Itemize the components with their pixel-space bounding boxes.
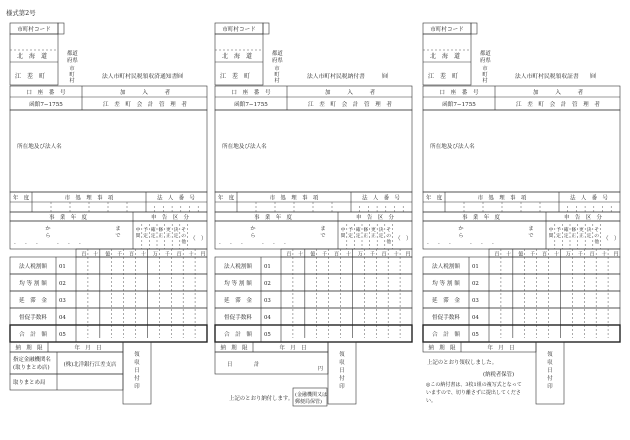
receipt-stamp-label: 領 bbox=[134, 352, 140, 358]
from-label: か bbox=[250, 226, 256, 232]
form-title: 法人市町村民税納付書 bbox=[307, 74, 365, 80]
office-item-label: 市 処 理 事 項 bbox=[477, 195, 527, 202]
paren-open: （ bbox=[603, 236, 609, 242]
digit-label: 十 bbox=[393, 251, 399, 258]
date-mark: ． bbox=[492, 239, 499, 246]
digit-label: 十 bbox=[601, 251, 607, 258]
row-code: 05 bbox=[472, 332, 479, 338]
declaration-kind: 正 bbox=[578, 234, 584, 239]
corporate-number-label: 法 人 番 号 bbox=[570, 195, 608, 202]
declaration-kind: 修 bbox=[571, 228, 577, 233]
row-code: 03 bbox=[264, 298, 271, 304]
declaration-kind: 決 bbox=[586, 228, 592, 233]
city-code-cell bbox=[58, 23, 64, 34]
bank-keep-note-line: (金融機関又は bbox=[295, 392, 327, 398]
city-code-label: 市町村コード bbox=[430, 27, 464, 33]
account-number-label: 口 座 番 号 bbox=[439, 90, 479, 96]
receipt-stamp-label: 日 bbox=[339, 368, 345, 374]
declaration-kind: 定 bbox=[348, 234, 354, 239]
declaration-kind: 正 bbox=[158, 234, 164, 239]
due-date-value: 年 月 日 bbox=[74, 345, 102, 352]
tax-row-label: 均 等 割 額 bbox=[19, 281, 47, 287]
paren-open: （ bbox=[395, 236, 401, 242]
paren-close: ） bbox=[406, 236, 412, 242]
declaration-kind: 間 bbox=[548, 234, 554, 239]
row-code: 02 bbox=[264, 281, 271, 287]
to-label: ま bbox=[115, 226, 121, 232]
digit-label: 百 bbox=[129, 251, 135, 258]
account-number: 函館7−1755 bbox=[29, 102, 63, 108]
office-item-label: 市 処 理 事 項 bbox=[269, 195, 319, 202]
row-code: 03 bbox=[59, 298, 66, 304]
account-number: 函館7−1755 bbox=[234, 102, 268, 108]
declaration-kind: 他 bbox=[386, 240, 392, 245]
declaration-kind: 中 bbox=[340, 228, 346, 233]
digit-label: 百 bbox=[589, 251, 595, 258]
prefecture-suffix-line: 都道 bbox=[480, 51, 491, 57]
digit-label: 千 bbox=[164, 251, 170, 258]
due-date-value: 年 月 日 bbox=[487, 345, 515, 352]
total-label: 合 計 額 bbox=[19, 332, 47, 338]
digit-label: 千 bbox=[530, 251, 536, 258]
tax-row-label: 督促手数料 bbox=[224, 315, 252, 321]
digit-label: 千 bbox=[322, 251, 328, 258]
to-label: で bbox=[115, 233, 121, 239]
notice-text bbox=[426, 381, 522, 404]
from-label: ら bbox=[458, 233, 464, 239]
municipality-suffix: 市 bbox=[69, 66, 75, 72]
city-code-cell bbox=[263, 23, 269, 34]
fiscal-year-label: 年 度 bbox=[425, 195, 443, 202]
from-label: か bbox=[45, 226, 51, 232]
paren-close: ） bbox=[614, 236, 620, 242]
address-label: 所在地及び法人名 bbox=[430, 144, 475, 150]
tax-row-label: 法人税割額 bbox=[224, 264, 252, 270]
declaration-kind: 定 bbox=[586, 234, 592, 239]
municipality-suffix: 村 bbox=[274, 78, 280, 84]
row-code: 02 bbox=[59, 281, 66, 287]
form-title: 法人市町村民税領収証書 bbox=[515, 74, 579, 80]
due-date-label: 納 期 限 bbox=[15, 345, 43, 352]
declaration-kind: そ bbox=[594, 228, 600, 233]
declaration-kind: 修 bbox=[158, 228, 164, 233]
prefecture-suffix bbox=[67, 49, 78, 64]
account-number: 函館7−1755 bbox=[442, 102, 476, 108]
form-panel-3 bbox=[423, 23, 620, 404]
bank-label bbox=[13, 355, 51, 371]
subscriber-name: 江 差 町 会 計 管 理 者 bbox=[103, 102, 187, 108]
tax-row-label: 督促手数料 bbox=[432, 315, 460, 321]
fiscal-year-label: 年 度 bbox=[217, 195, 235, 202]
due-date-value: 年 月 日 bbox=[279, 345, 307, 352]
date-mark: ． bbox=[36, 239, 43, 246]
digit-label: 百 bbox=[334, 251, 340, 258]
date-mark: ． bbox=[57, 239, 64, 246]
notice-text-line: いますので、切り離さずに提出してくださ bbox=[426, 390, 521, 396]
form-panel-1 bbox=[10, 23, 207, 404]
from-label: ら bbox=[45, 233, 51, 239]
digit-label: 万 bbox=[357, 251, 363, 258]
address-box bbox=[215, 110, 412, 192]
corporate-number-label: 法 人 番 号 bbox=[157, 195, 195, 202]
declaration-kind: 更 bbox=[578, 228, 584, 233]
declaration-kind: 中 bbox=[135, 228, 141, 233]
declaration-type-label: 申 告 区 分 bbox=[356, 215, 394, 221]
form-title: 法人市町村民税領収済通知書 bbox=[102, 74, 178, 80]
receipt-stamp-label: 領 bbox=[547, 352, 553, 358]
municipality-suffix: 市 bbox=[482, 66, 488, 72]
notice-text-line: い。 bbox=[426, 398, 437, 404]
date-mark: ． bbox=[14, 239, 21, 246]
daily-total-label: 日 計 bbox=[227, 362, 260, 368]
declaration-kind: の bbox=[386, 234, 392, 239]
prefecture-suffix-line: 府県 bbox=[480, 58, 491, 64]
digit-label: 十 bbox=[506, 251, 512, 258]
date-mark: ． bbox=[230, 239, 237, 246]
municipality-suffix: 町 bbox=[274, 72, 280, 78]
date-mark: ． bbox=[262, 239, 269, 246]
town-name: 江 差 町 bbox=[427, 73, 459, 80]
declaration-kind: 更 bbox=[370, 228, 376, 233]
tax-row-label: 均 等 割 額 bbox=[432, 281, 460, 287]
paren-close: ） bbox=[201, 236, 207, 242]
corporate-number-label: 法 人 番 号 bbox=[362, 195, 400, 202]
declaration-kind: 確 bbox=[563, 228, 569, 233]
date-mark: ． bbox=[79, 239, 86, 246]
to-label: ま bbox=[528, 226, 534, 232]
receipt-stamp-label: 付 bbox=[339, 376, 345, 382]
paid-note: 上記のとおり納付します。 bbox=[229, 396, 294, 402]
digit-label: 百 bbox=[286, 251, 292, 258]
bank-keep-note bbox=[295, 391, 327, 405]
declaration-kind: 修 bbox=[363, 228, 369, 233]
tax-row-label: 延 滞 金 bbox=[432, 298, 460, 304]
date-mark: ． bbox=[273, 239, 280, 246]
address-label: 所在地及び法人名 bbox=[17, 144, 62, 150]
receipt-stamp-label: 収 bbox=[547, 360, 553, 366]
digit-label: 円 bbox=[405, 251, 411, 258]
receipt-stamp-label: 日 bbox=[134, 368, 140, 374]
declaration-kind: 正 bbox=[363, 234, 369, 239]
town-name: 江 差 町 bbox=[219, 73, 251, 80]
declaration-kind: 正 bbox=[165, 234, 171, 239]
digit-label: 十 bbox=[140, 251, 146, 258]
digit-label: 十 bbox=[93, 251, 99, 258]
declaration-kind: 他 bbox=[594, 240, 600, 245]
digit-label: 百 bbox=[381, 251, 387, 258]
digit-label: 円 bbox=[613, 251, 619, 258]
business-year-label: 事 業 年 度 bbox=[49, 215, 87, 221]
copy-mark: ㉂ bbox=[590, 73, 597, 80]
receipt-stamp-label: 収 bbox=[134, 360, 140, 366]
declaration-kind: 他 bbox=[181, 240, 187, 245]
date-mark: ． bbox=[284, 239, 291, 246]
digit-label: 十 bbox=[553, 251, 559, 258]
receipt-stamp-label: 印 bbox=[134, 384, 140, 390]
digit-label: 百 bbox=[494, 251, 500, 258]
tax-row-label: 延 滞 金 bbox=[224, 298, 252, 304]
tax-row-label: 督促手数料 bbox=[19, 315, 47, 321]
receipt-stamp-label: 印 bbox=[339, 384, 345, 390]
digit-label: 円 bbox=[200, 251, 206, 258]
declaration-kind: そ bbox=[181, 228, 187, 233]
receipt-stamp-label: 付 bbox=[547, 376, 553, 382]
declaration-kind: 予 bbox=[348, 228, 354, 233]
digit-label: 億 bbox=[518, 251, 524, 258]
subscriber-name: 江 差 町 会 計 管 理 者 bbox=[516, 102, 600, 108]
digit-label: 千 bbox=[577, 251, 583, 258]
date-mark: ． bbox=[449, 239, 456, 246]
digit-label: 万 bbox=[152, 251, 158, 258]
declaration-kind: 予 bbox=[143, 228, 149, 233]
declaration-kind: 間 bbox=[340, 234, 346, 239]
due-date-label: 納 期 限 bbox=[220, 345, 248, 352]
tax-row-label: 法人税割額 bbox=[432, 264, 460, 270]
declaration-kind: 定 bbox=[143, 234, 149, 239]
declaration-kind: 決 bbox=[173, 228, 179, 233]
subscriber-label: 加 入 者 bbox=[119, 90, 171, 96]
office-item-label: 市 処 理 事 項 bbox=[64, 195, 114, 202]
digit-label: 百 bbox=[81, 251, 87, 258]
bank-name: (株)北洋銀行江差支店 bbox=[63, 362, 117, 368]
prefecture-suffix bbox=[480, 49, 491, 64]
row-code: 01 bbox=[472, 264, 479, 270]
declaration-kind: 正 bbox=[571, 234, 577, 239]
date-mark: ． bbox=[427, 239, 434, 246]
form-label: 様式第2号 bbox=[6, 9, 36, 17]
digit-label: 十 bbox=[345, 251, 351, 258]
date-mark: ． bbox=[241, 239, 248, 246]
total-label: 合 計 額 bbox=[432, 332, 460, 338]
subscriber-label: 加 入 者 bbox=[532, 90, 584, 96]
declaration-kind: 定 bbox=[173, 234, 179, 239]
copy-mark: ㉂ bbox=[177, 73, 184, 80]
yen-label: 円 bbox=[317, 366, 323, 372]
to-label: で bbox=[320, 233, 326, 239]
row-code: 01 bbox=[59, 264, 66, 270]
taxpayer-keep-label: (納税者保管) bbox=[483, 372, 515, 378]
declaration-kind: 決 bbox=[378, 228, 384, 233]
prefecture-suffix-line: 府県 bbox=[272, 58, 283, 64]
city-code-label: 市町村コード bbox=[222, 27, 256, 33]
declaration-kind: 定 bbox=[355, 234, 361, 239]
account-number-label: 口 座 番 号 bbox=[26, 90, 66, 96]
declaration-kind: そ bbox=[386, 228, 392, 233]
date-mark: ． bbox=[219, 239, 226, 246]
row-code: 04 bbox=[264, 315, 271, 321]
date-mark: ． bbox=[68, 239, 75, 246]
municipality-suffix: 町 bbox=[69, 72, 75, 78]
from-label: ら bbox=[250, 233, 256, 239]
declaration-kind: 予 bbox=[556, 228, 562, 233]
row-code: 03 bbox=[472, 298, 479, 304]
notice-text-line: ◎この納付書は、3枚1組の複写式となって bbox=[426, 382, 522, 388]
tax-row-label: 均 等 割 額 bbox=[224, 281, 252, 287]
declaration-kind: 定 bbox=[150, 234, 156, 239]
prefecture-name: 北 海 道 bbox=[221, 53, 253, 60]
declaration-kind: の bbox=[181, 234, 187, 239]
declaration-kind: 定 bbox=[556, 234, 562, 239]
city-code-label: 市町村コード bbox=[17, 27, 51, 33]
address-box bbox=[423, 110, 620, 192]
town-name: 江 差 町 bbox=[14, 73, 46, 80]
subscriber-name: 江 差 町 会 計 管 理 者 bbox=[308, 102, 392, 108]
digit-label: 百 bbox=[542, 251, 548, 258]
municipality-suffix: 村 bbox=[69, 78, 75, 84]
row-code: 04 bbox=[472, 315, 479, 321]
declaration-kind: 定 bbox=[563, 234, 569, 239]
row-code: 01 bbox=[264, 264, 271, 270]
form-panel-2 bbox=[215, 23, 412, 406]
prefecture-suffix-line: 府県 bbox=[67, 58, 78, 64]
receipt-stamp-label: 日 bbox=[547, 368, 553, 374]
declaration-type-label: 申 告 区 分 bbox=[564, 215, 602, 221]
date-mark: ． bbox=[470, 239, 477, 246]
bank-label-line: 指定金融機関名 bbox=[13, 357, 51, 363]
municipality-suffix: 市 bbox=[274, 66, 280, 72]
digit-label: 万 bbox=[565, 251, 571, 258]
from-label: か bbox=[458, 226, 464, 232]
digit-label: 百 bbox=[176, 251, 182, 258]
row-code: 05 bbox=[264, 332, 271, 338]
bank-keep-note-line: 郵便局保管) bbox=[295, 399, 322, 405]
paren-open: （ bbox=[190, 236, 196, 242]
address-box bbox=[10, 110, 207, 192]
collect-label: 取りまとめ局 bbox=[13, 380, 46, 386]
digit-label: 千 bbox=[369, 251, 375, 258]
city-code-cell bbox=[471, 23, 477, 34]
municipality-suffix: 町 bbox=[482, 72, 488, 78]
declaration-kind: 確 bbox=[355, 228, 361, 233]
total-label: 合 計 額 bbox=[224, 332, 252, 338]
account-number-label: 口 座 番 号 bbox=[231, 90, 271, 96]
declaration-kind: 中 bbox=[548, 228, 554, 233]
fiscal-year-label: 年 度 bbox=[12, 195, 30, 202]
due-date-label: 納 期 限 bbox=[428, 345, 456, 352]
prefecture-name: 北 海 道 bbox=[16, 53, 48, 60]
received-note: 上記のとおり領収しました。 bbox=[427, 360, 498, 366]
tax-row-label: 法人税割額 bbox=[19, 264, 47, 270]
prefecture-suffix-line: 都道 bbox=[272, 51, 283, 57]
declaration-kind: 更 bbox=[165, 228, 171, 233]
row-code: 02 bbox=[472, 281, 479, 287]
receipt-stamp-label: 領 bbox=[339, 352, 345, 358]
declaration-kind: 間 bbox=[135, 234, 141, 239]
business-year-label: 事 業 年 度 bbox=[254, 215, 292, 221]
declaration-kind: の bbox=[594, 234, 600, 239]
prefecture-suffix bbox=[272, 49, 283, 64]
digit-label: 十 bbox=[298, 251, 304, 258]
date-mark: ． bbox=[438, 239, 445, 246]
digit-label: 億 bbox=[310, 251, 316, 258]
address-label: 所在地及び法人名 bbox=[222, 144, 267, 150]
municipality-suffix: 村 bbox=[482, 78, 488, 84]
receipt-stamp-label: 収 bbox=[339, 360, 345, 366]
receipt-stamp-label: 付 bbox=[134, 376, 140, 382]
to-label: で bbox=[528, 233, 534, 239]
bank-label-line: (取りまとめ店) bbox=[13, 365, 50, 371]
prefecture-suffix-line: 都道 bbox=[67, 51, 78, 57]
date-mark: ． bbox=[25, 239, 32, 246]
tax-row-label: 延 滞 金 bbox=[19, 298, 47, 304]
row-code: 05 bbox=[59, 332, 66, 338]
declaration-kind: 確 bbox=[150, 228, 156, 233]
copy-mark: ㉂ bbox=[382, 73, 389, 80]
declaration-type-label: 申 告 区 分 bbox=[151, 215, 189, 221]
date-mark: ． bbox=[481, 239, 488, 246]
declaration-kind: 定 bbox=[378, 234, 384, 239]
digit-label: 億 bbox=[105, 251, 111, 258]
digit-label: 千 bbox=[117, 251, 123, 258]
prefecture-name: 北 海 道 bbox=[429, 53, 461, 60]
row-code: 04 bbox=[59, 315, 66, 321]
receipt-stamp-label: 印 bbox=[547, 384, 553, 390]
to-label: ま bbox=[320, 226, 326, 232]
subscriber-label: 加 入 者 bbox=[324, 90, 376, 96]
business-year-label: 事 業 年 度 bbox=[462, 215, 500, 221]
digit-label: 十 bbox=[188, 251, 194, 258]
declaration-kind: 正 bbox=[370, 234, 376, 239]
